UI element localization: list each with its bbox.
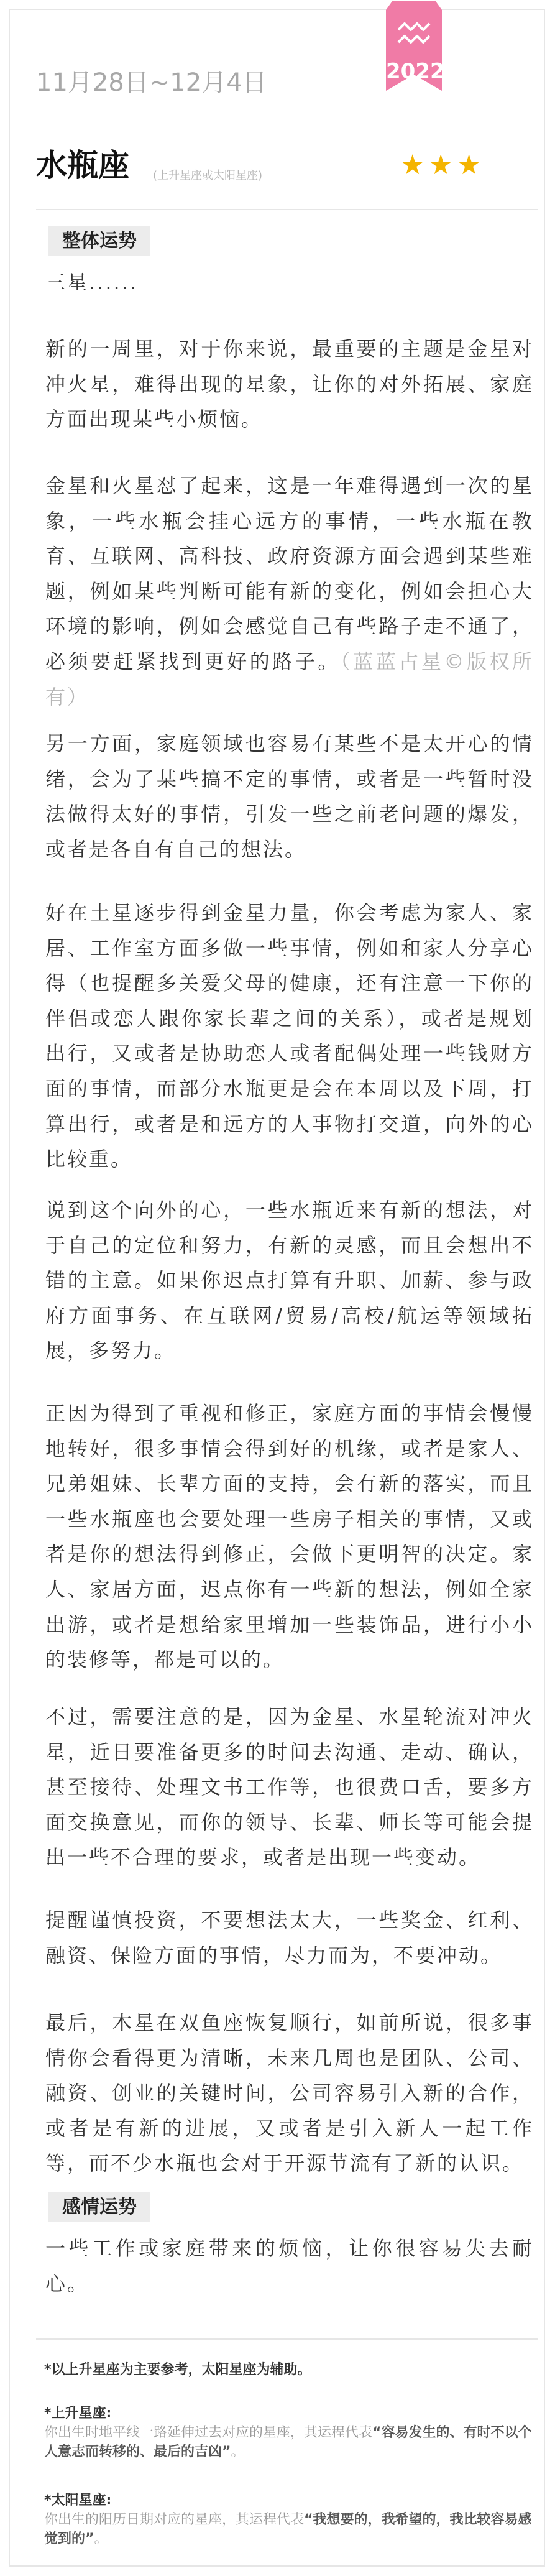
forecast-content bbox=[36, 209, 538, 2340]
reference-note: *以上升星座为主要参考，太阳星座为辅助。 bbox=[44, 2362, 311, 2378]
rising-sign-note bbox=[44, 2404, 535, 2462]
date-range: 11月28日~12月4日 bbox=[36, 68, 267, 97]
overall-paragraph: 不过，需要注意的是，因为金星、水星轮流对冲火星，近日要准备更多的时间去沟通、走动、确认，甚至接待、处理文书工作等，也很费口舌，要多方面交换意见，而你的领导、长辈、师长等可能会提出一些不合理的要求，或者是出现一些变动。 bbox=[45, 1705, 534, 1870]
rising-desc: 你出生时地平线一路延伸过去对应的星座，其运程代表 bbox=[44, 2425, 373, 2440]
love-paragraph: 一些工作或家庭带来的烦恼，让你很容易失去耐心。 bbox=[45, 2237, 534, 2296]
sun-quote: “我想要的，我希望的，我比较容易感觉到的” bbox=[44, 2512, 532, 2547]
overall-rating-text: 三星...... bbox=[45, 270, 139, 294]
rising-end: 。 bbox=[231, 2444, 245, 2460]
overall-paragraph: 最后，木星在双鱼座恢复顺行，如前所说，很多事情你会看得更为清晰，未来几周也是团队、公司、融资、创业的关键时间，公司容易引入新的合作，或者是有新的进展，又或者是引入新人一起工作等，而不少水瓶也会对于开源节流有了新的认识。 bbox=[45, 2011, 534, 2176]
overall-paragraph: 提醒谨慎投资，不要想法太大，一些奖金、红利、融资、保险方面的事情，尽力而为，不要冲动。 bbox=[45, 1908, 534, 1967]
rising-quote: “容易发生的、有时不以个人意志而转移的、最后的吉凶” bbox=[44, 2425, 532, 2460]
sign-title: 水瓶座 bbox=[36, 147, 129, 183]
overall-paragraph: 正因为得到了重视和修正，家庭方面的事情会慢慢地转好，很多事情会得到好的机缘，或者是家人、兄弟姐妹、长辈方面的支持，会有新的落实，而且一些水瓶座也会要处理一些房子相关的事情，又或者是你的想法得到修正，会做下更明智的决定。家人、家居方面，迟点你有一些新的想法，例如全家出游，或者是想给家里增加一些装饰品，进行小小的装修等，都是可以的。 bbox=[45, 1401, 534, 1672]
sun-title: *太阳星座: bbox=[44, 2493, 112, 2508]
overall-paragraph: 另一方面，家庭领域也容易有某些不是太开心的情绪，会为了某些搞不定的事情，或者是一些暂时没法做得太好的事情，引发一些之前老问题的爆发，或者是各自有自己的想法。 bbox=[45, 732, 534, 861]
overall-paragraph-text: 金星和火星怼了起来，这是一年难得遇到一次的星象，一些水瓶会挂心远方的事情，一些水瓶在教育、互联网、高科技、政府资源方面会遇到某些难题，例如某些判断可能有新的变化，例如会担心大环境的影响，例如会感觉自己有些路子走不通了，必须要赶紧找到更好的路子。 bbox=[45, 474, 534, 673]
year-label: 2022 bbox=[386, 59, 445, 84]
overall-paragraph: 好在土星逐步得到金星力量，你会考虑为家人、家居、工作室方面多做一些事情，例如和家人分享心得（也提醒多关爱父母的健康，还有注意一下你的伴侣或恋人跟你家长辈之间的关系），或者是规划出行，又或者是协助恋人或者配偶处理一些钱财方面的事情，而部分水瓶更是会在本周以及下周，打算出行，或者是和远方的人事物打交道，向外的心比较重。 bbox=[45, 901, 534, 1171]
horoscope-card bbox=[9, 9, 545, 2567]
star-rating: ★★★ bbox=[400, 149, 485, 181]
rising-title: *上升星座: bbox=[44, 2406, 112, 2421]
sun-sign-note bbox=[44, 2491, 535, 2549]
year-ribbon-badge bbox=[386, 1, 445, 91]
sun-desc: 你出生的阳历日期对应的星座，其运程代表 bbox=[44, 2512, 305, 2528]
overall-paragraph: 新的一周里，对于你来说，最重要的主题是金星对冲火星，难得出现的星象，让你的对外拓展、家庭方面出现某些小烦恼。 bbox=[45, 337, 534, 432]
overall-paragraph bbox=[45, 468, 534, 714]
overall-fortune-tag: 整体运势 bbox=[48, 226, 150, 256]
footer-note bbox=[44, 2360, 535, 2380]
love-fortune-tag: 感情运势 bbox=[48, 2192, 150, 2222]
overall-paragraph: 说到这个向外的心，一些水瓶近来有新的想法，对于自己的定位和努力，有新的灵感，而且会想出不错的主意。如果你迟点打算有升职、加薪、参与政府方面事务、在互联网/贸易/高校/航运等领域拓展，多努力。 bbox=[45, 1198, 534, 1363]
sun-end: 。 bbox=[94, 2531, 108, 2547]
copyright-note: （蓝蓝占星©版权所有） bbox=[45, 649, 534, 709]
sign-note: (上升星座或太阳星座) bbox=[153, 169, 263, 182]
